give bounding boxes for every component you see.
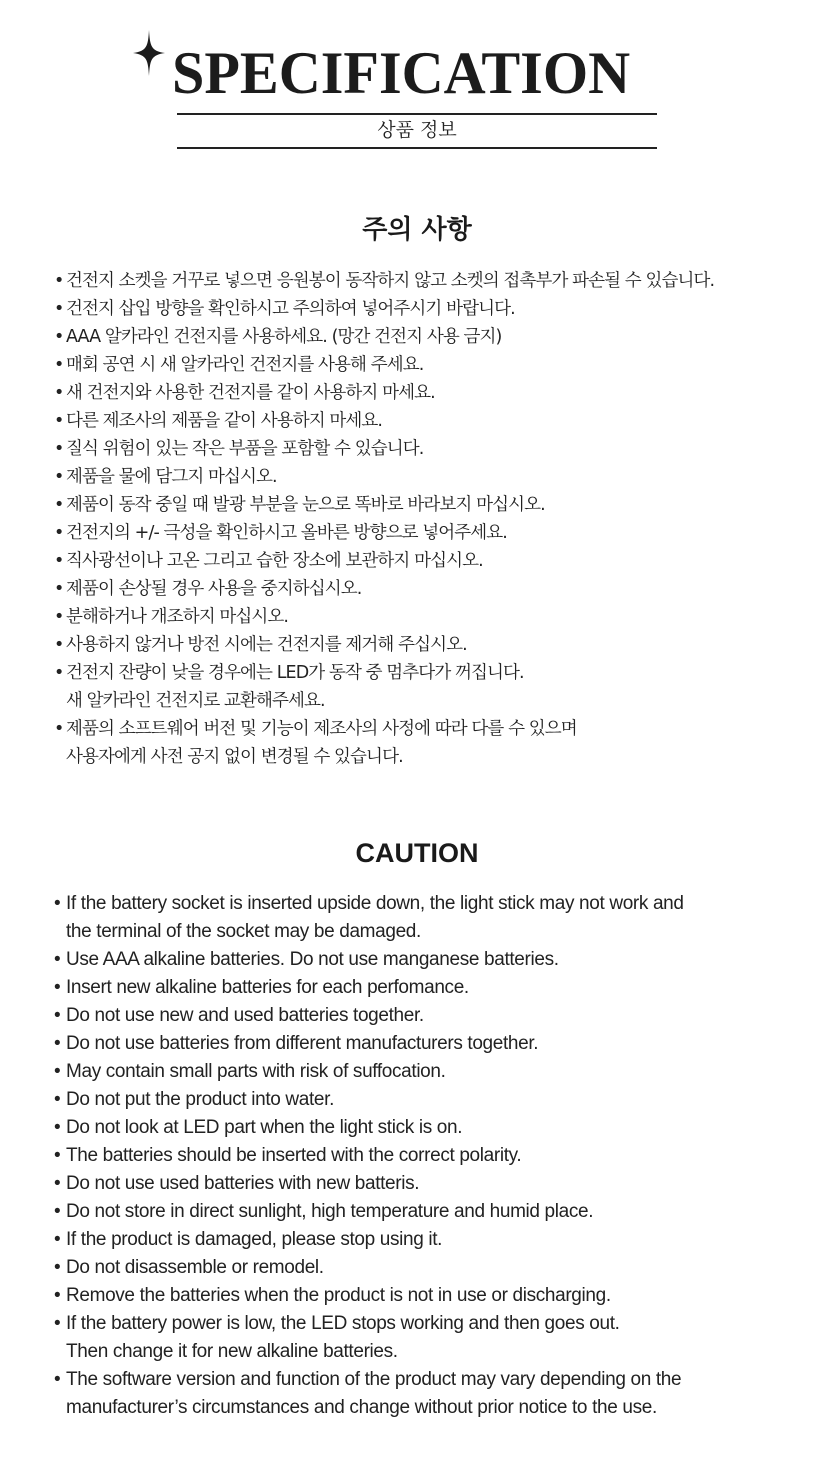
caution-list-item: • Do not store in direct sunlight, high temperature and humid place. [54, 1198, 684, 1226]
caution-list-item: • The software version and function of the product may vary depending on the manufacturer’s circumstances and change without prior notice to the use. [54, 1366, 684, 1422]
caution-list-item: • Do not disassemble or remodel. [54, 1254, 684, 1282]
caution-list-item: • If the product is damaged, please stop using it. [54, 1226, 684, 1254]
english-caution-heading: CAUTION [355, 838, 479, 868]
caution-list-item: • 새 건전지와 사용한 건전지를 같이 사용하지 마세요. [54, 379, 714, 407]
caution-list-item: • 사용하지 않거나 방전 시에는 건전지를 제거해 주십시오. [54, 631, 714, 659]
caution-list-item: • 분해하거나 개조하지 마십시오. [54, 603, 714, 631]
caution-list-item: • Do not use used batteries with new batteris. [54, 1170, 684, 1198]
title-divider-bottom [177, 147, 657, 149]
caution-list-item: • May contain small parts with risk of suffocation. [54, 1058, 684, 1086]
korean-caution-list [54, 267, 714, 771]
page-subtitle: 상품 정보 [377, 119, 457, 141]
english-caution-list [54, 890, 684, 1422]
caution-list-item: • 제품이 손상될 경우 사용을 중지하십시오. [54, 575, 714, 603]
caution-list-item: • 제품을 물에 담그지 마십시오. [54, 463, 714, 491]
caution-list-item: • 매회 공연 시 새 알카라인 건전지를 사용해 주세요. [54, 351, 714, 379]
caution-list-item: • Insert new alkaline batteries for each perfomance. [54, 974, 684, 1002]
caution-list-item: • 건전지 삽입 방향을 확인하시고 주의하여 넣어주시기 바랍니다. [54, 295, 714, 323]
spec-header [0, 0, 834, 160]
korean-caution-heading: 주의 사항 [362, 215, 472, 245]
caution-list-item: • 다른 제조사의 제품을 같이 사용하지 마세요. [54, 407, 714, 435]
caution-list-item: • Do not use new and used batteries together. [54, 1002, 684, 1030]
caution-list-item: • 직사광선이나 고온 그리고 습한 장소에 보관하지 마십시오. [54, 547, 714, 575]
page-title: SPECIFICATION [172, 40, 631, 106]
caution-list-item: • 제품이 동작 중일 때 발광 부분을 눈으로 똑바로 바라보지 마십시오. [54, 491, 714, 519]
caution-list-item: • 건전지 소켓을 거꾸로 넣으면 응원봉이 동작하지 않고 소켓의 접촉부가 파손될 수 있습니다. [54, 267, 714, 295]
caution-list-item: • Do not use batteries from different manufacturers together. [54, 1030, 684, 1058]
caution-list-item: • Use AAA alkaline batteries. Do not use manganese batteries. [54, 946, 684, 974]
four-point-sparkle-icon [133, 30, 165, 76]
caution-list-item: • Remove the batteries when the product is not in use or discharging. [54, 1282, 684, 1310]
caution-list-item: • AAA 알카라인 건전지를 사용하세요. (망간 건전지 사용 금지) [54, 323, 714, 351]
caution-list-item: • The batteries should be inserted with the correct polarity. [54, 1142, 684, 1170]
title-divider-top [177, 113, 657, 115]
caution-list-item: • If the battery socket is inserted upside down, the light stick may not work and the terminal of the socket may be damaged. [54, 890, 684, 946]
caution-list-item: • 제품의 소프트웨어 버전 및 기능이 제조사의 사정에 따라 다를 수 있으며 사용자에게 사전 공지 없이 변경될 수 있습니다. [54, 715, 714, 771]
caution-list-item: • Do not put the product into water. [54, 1086, 684, 1114]
caution-list-item: • 건전지의 +/- 극성을 확인하시고 올바른 방향으로 넣어주세요. [54, 519, 714, 547]
caution-list-item: • 질식 위험이 있는 작은 부품을 포함할 수 있습니다. [54, 435, 714, 463]
caution-list-item: • Do not look at LED part when the light stick is on. [54, 1114, 684, 1142]
caution-list-item: • 건전지 잔량이 낮을 경우에는 LED가 동작 중 멈추다가 꺼집니다. 새 알카라인 건전지로 교환해주세요. [54, 659, 714, 715]
caution-list-item: • If the battery power is low, the LED stops working and then goes out. Then change it for new alkaline batteries. [54, 1310, 684, 1366]
